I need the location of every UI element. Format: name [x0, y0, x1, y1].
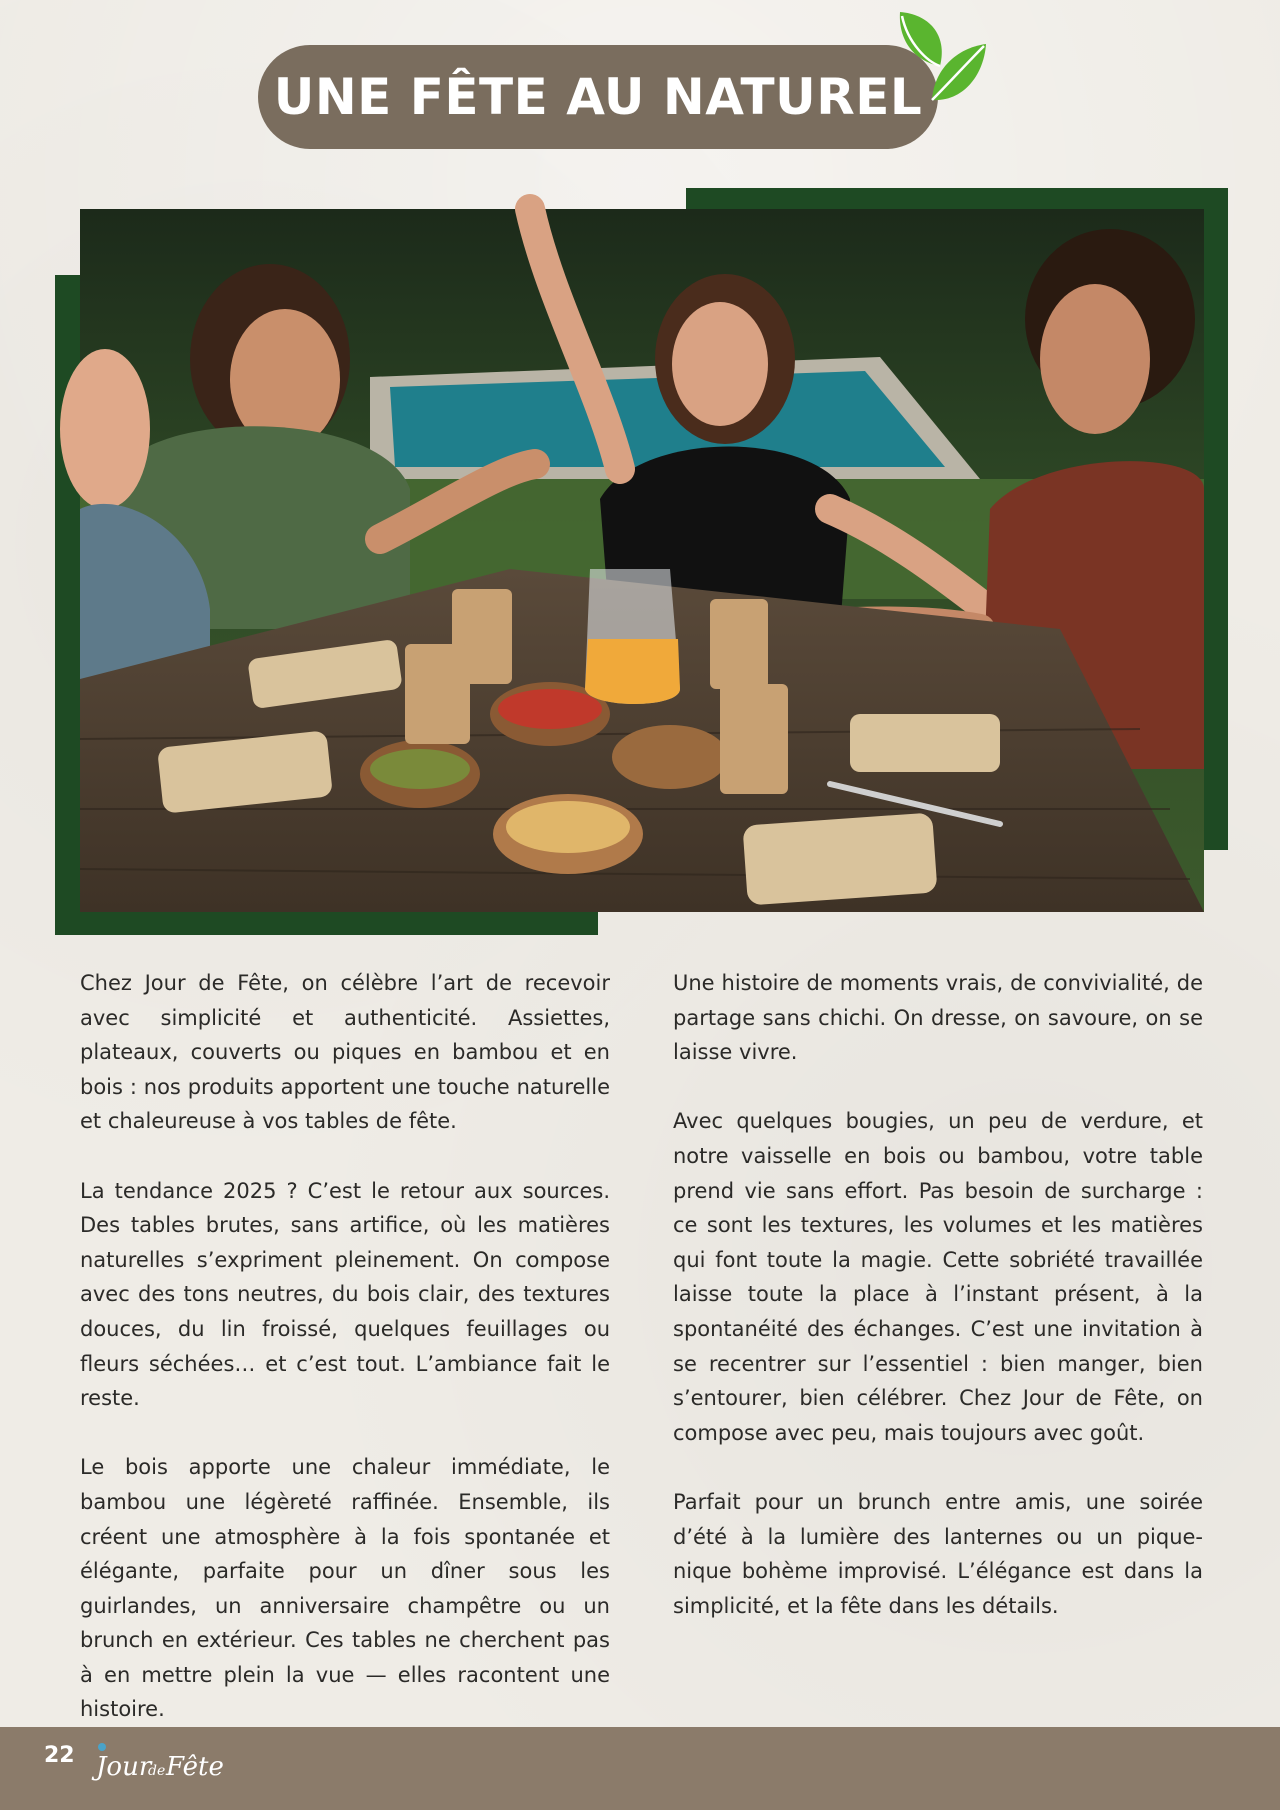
article-left-column — [80, 966, 610, 1762]
paragraph: Chez Jour de Fête, on célèbre l’art de recevoir avec simplicité et authenticité. Assiettes, plateaux, couverts ou piques en bambou et en bois : nos produits apportent une touche naturelle et chaleureuse à vos tables de fête. — [80, 971, 610, 1134]
brand-logo-part: de — [148, 1763, 166, 1779]
title-banner — [258, 45, 938, 149]
leaf-icon — [888, 4, 998, 114]
paragraph: Avec quelques bougies, un peu de verdure, et notre vaisselle en bois ou bambou, votre table prend vie sans effort. Pas besoin de surcharge : ce sont les textures, les volumes et les matières qui font toute la magie. Cette sobriété travaillée laisse toute la place à l’instant présent, à la spontanéité des échanges. C’est une invitation à se recentrer sur l’essentiel : bien manger, bien s’entourer, bien célébrer. Chez Jour de Fête, on compose avec peu, mais toujours avec goût. — [673, 1109, 1203, 1445]
footer-bar — [0, 1727, 1280, 1810]
paragraph: Le bois apporte une chaleur immédiate, le bambou une légèreté raffinée. Ensemble, ils créent une atmosphère à la fois spontanée et élégante, parfaite pour un dîner sous les guirlandes, un anniversaire champêtre ou un brunch en extérieur. Ces tables ne cherchent pas à en mettre plein la vue — elles racontent une histoire. — [80, 1455, 610, 1722]
brand-logo — [90, 1731, 224, 1791]
paragraph: Une histoire de moments vrais, de convivialité, de partage sans chichi. On dresse, on savoure, on se laisse vivre. — [673, 971, 1203, 1065]
brand-logo-part: Jour — [96, 1752, 152, 1782]
page-title: UNE FÊTE AU NATUREL — [273, 68, 923, 126]
page-number: 22 — [44, 1743, 75, 1768]
article-right-column — [673, 966, 1203, 1658]
brand-logo-part: Fête — [166, 1752, 224, 1782]
paragraph: La tendance 2025 ? C’est le retour aux sources. Des tables brutes, sans artifice, où les matières naturelles s’expriment pleinement. On compose avec des tons neutres, du bois clair, des textures douces, du lin froissé, quelques feuillages ou fleurs séchées… et c’est tout. L’ambiance fait le reste. — [80, 1178, 610, 1411]
party-table-photo — [80, 209, 1204, 912]
paragraph: Parfait pour un brunch entre amis, une soirée d’été à la lumière des lanternes ou un pique-nique bohème improvisé. L’élégance est dans la simplicité, et la fête dans les détails. — [673, 1489, 1203, 1618]
